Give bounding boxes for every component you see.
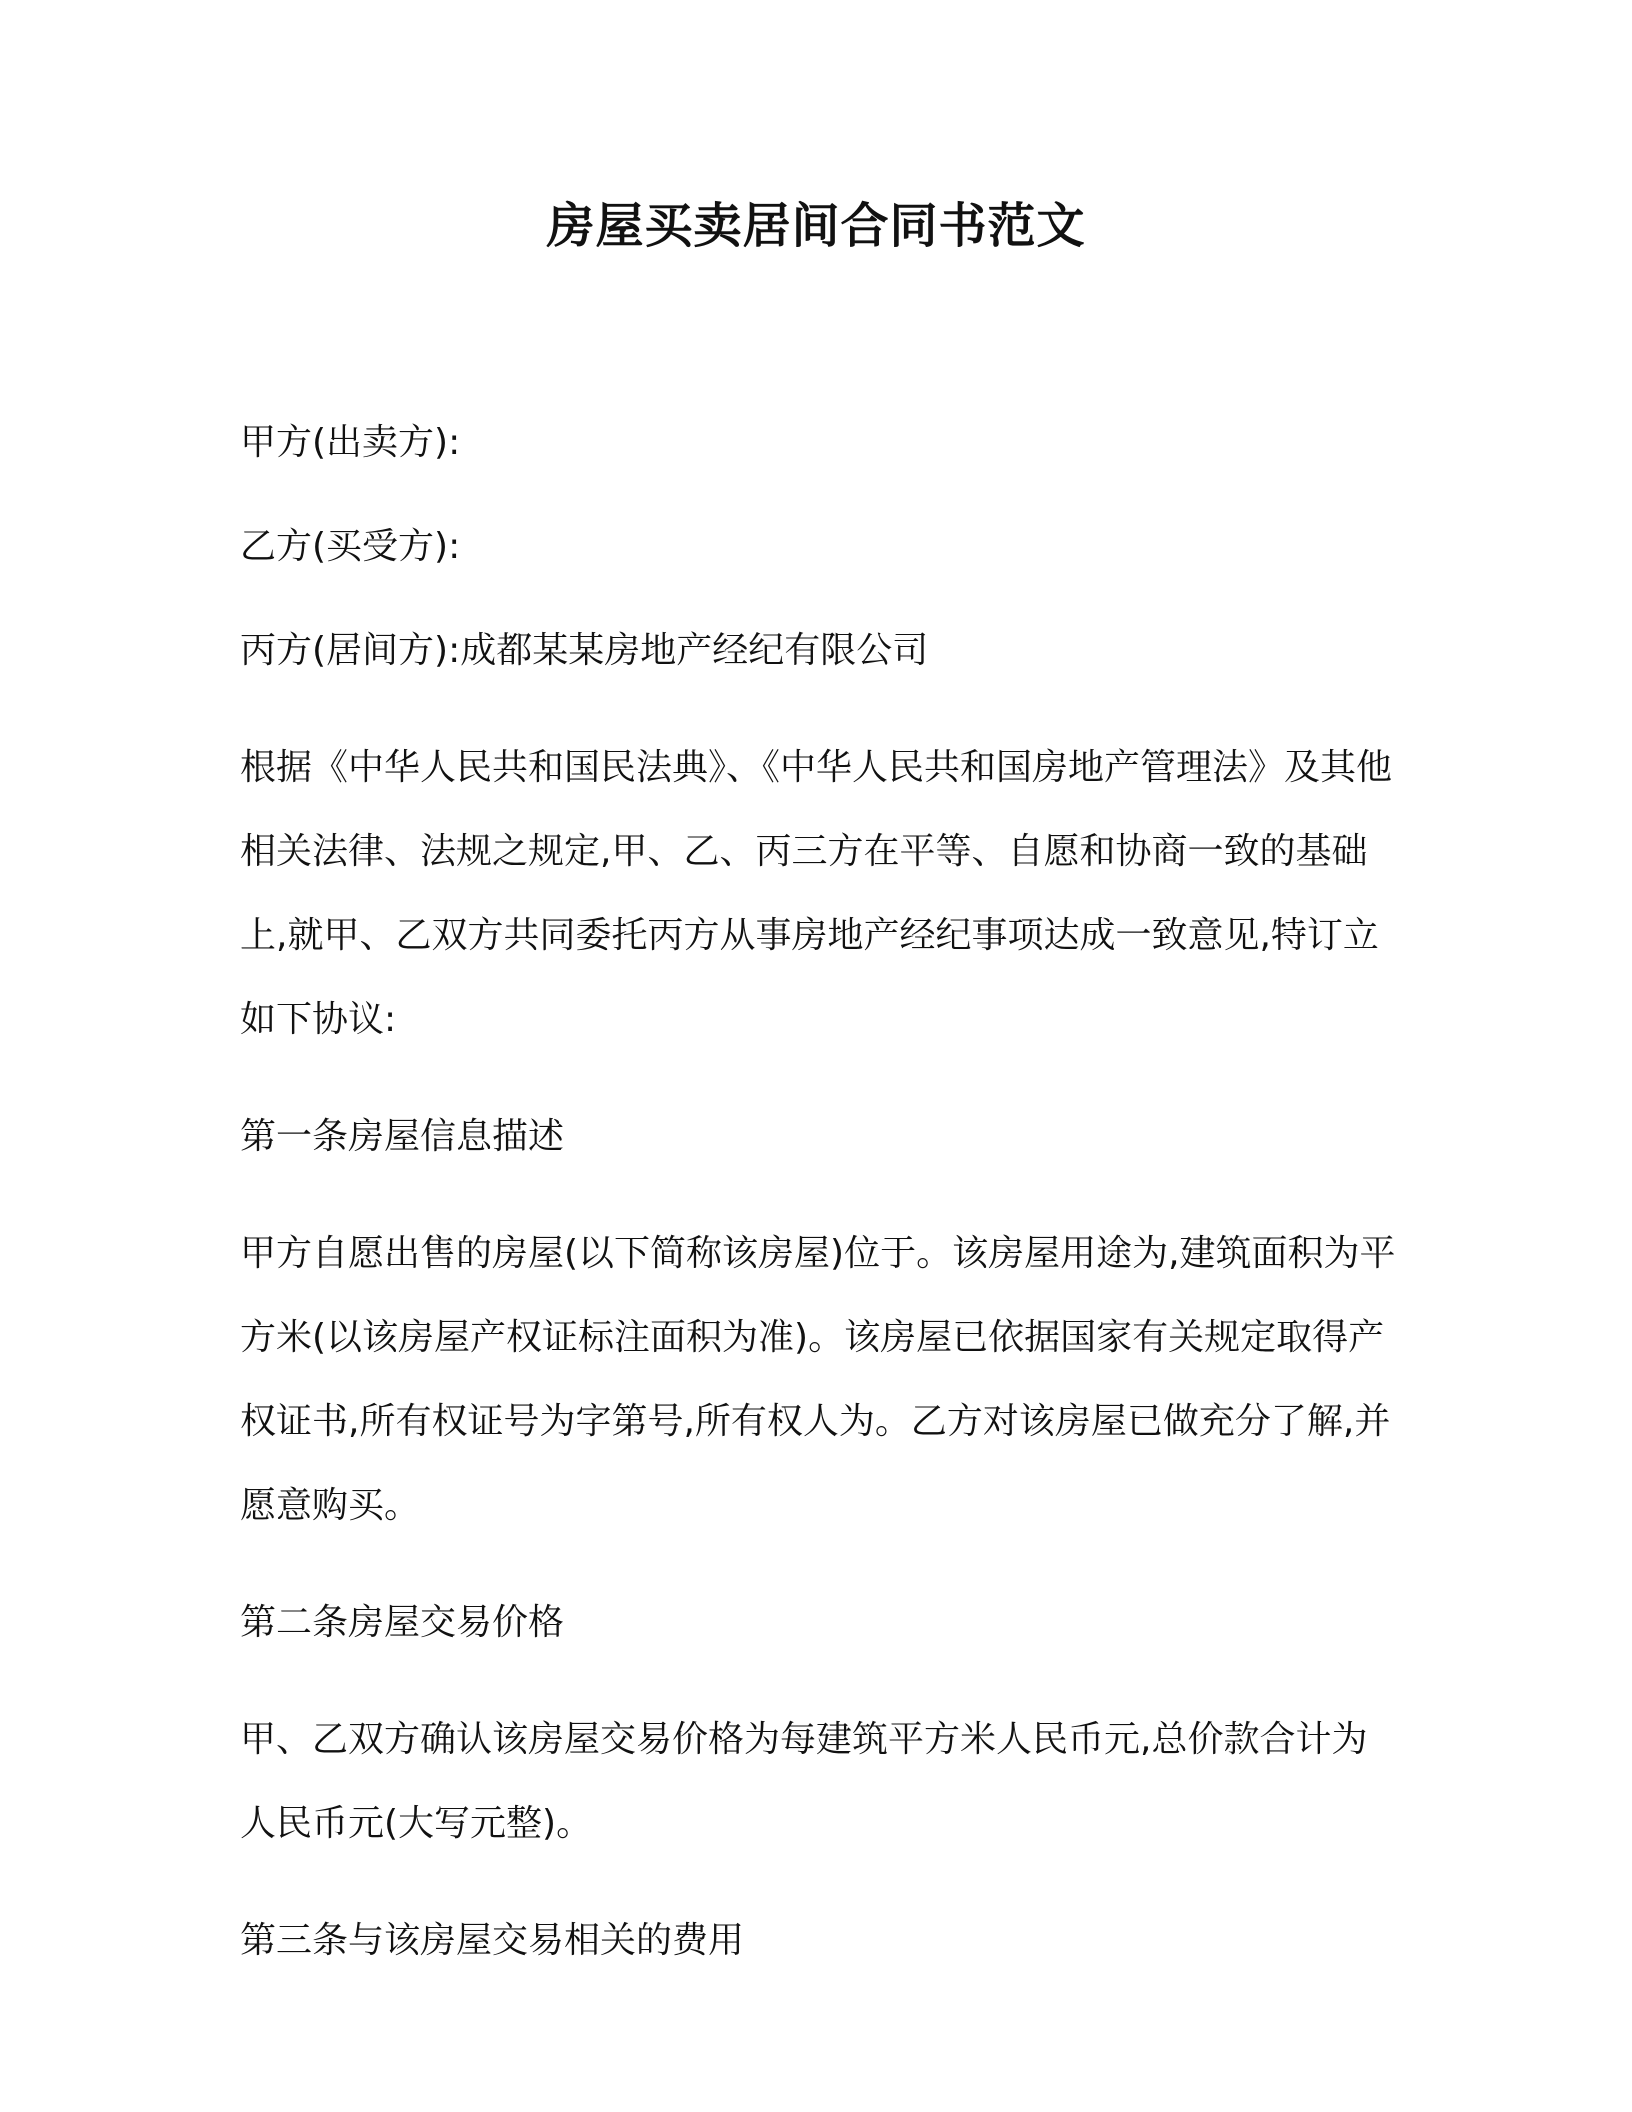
document-body [240,414,1400,2016]
document-title: 房屋买卖居间合同书范文 [546,198,1086,254]
article-1-heading: 第一条房屋信息描述 [240,1116,565,1157]
preamble-paragraph: 根据《中华人民共和国民法典》、《中华人民共和国房地产管理法》及其他相关法律、法规之规定,甲、乙、丙三方在平等、自愿和协商一致的基础上,就甲、乙双方共同委托丙方从事房地产经纪事项达成一致意见,特订立如下协议: [240,747,1393,1040]
party-b-line: 乙方(买受方): [240,526,461,567]
article-2-body: 甲、乙双方确认该房屋交易价格为每建筑平方米人民币元,总价款合计为人民币元(大写元整)。 [240,1719,1368,1844]
article-2-heading: 第二条房屋交易价格 [240,1602,565,1643]
party-c-line: 丙方(居间方):成都某某房地产经纪有限公司 [240,630,929,671]
article-1-body: 甲方自愿出售的房屋(以下简称该房屋)位于。该房屋用途为,建筑面积为平方米(以该房屋产权证标注面积为准)。该房屋已依据国家有关规定取得产权证书,所有权证号为字第号,所有权人为。乙方对该房屋已做充分了解,并愿意购买。 [240,1233,1396,1526]
article-3-heading: 第三条与该房屋交易相关的费用 [240,1920,745,1961]
party-a-line: 甲方(出卖方): [240,422,461,463]
